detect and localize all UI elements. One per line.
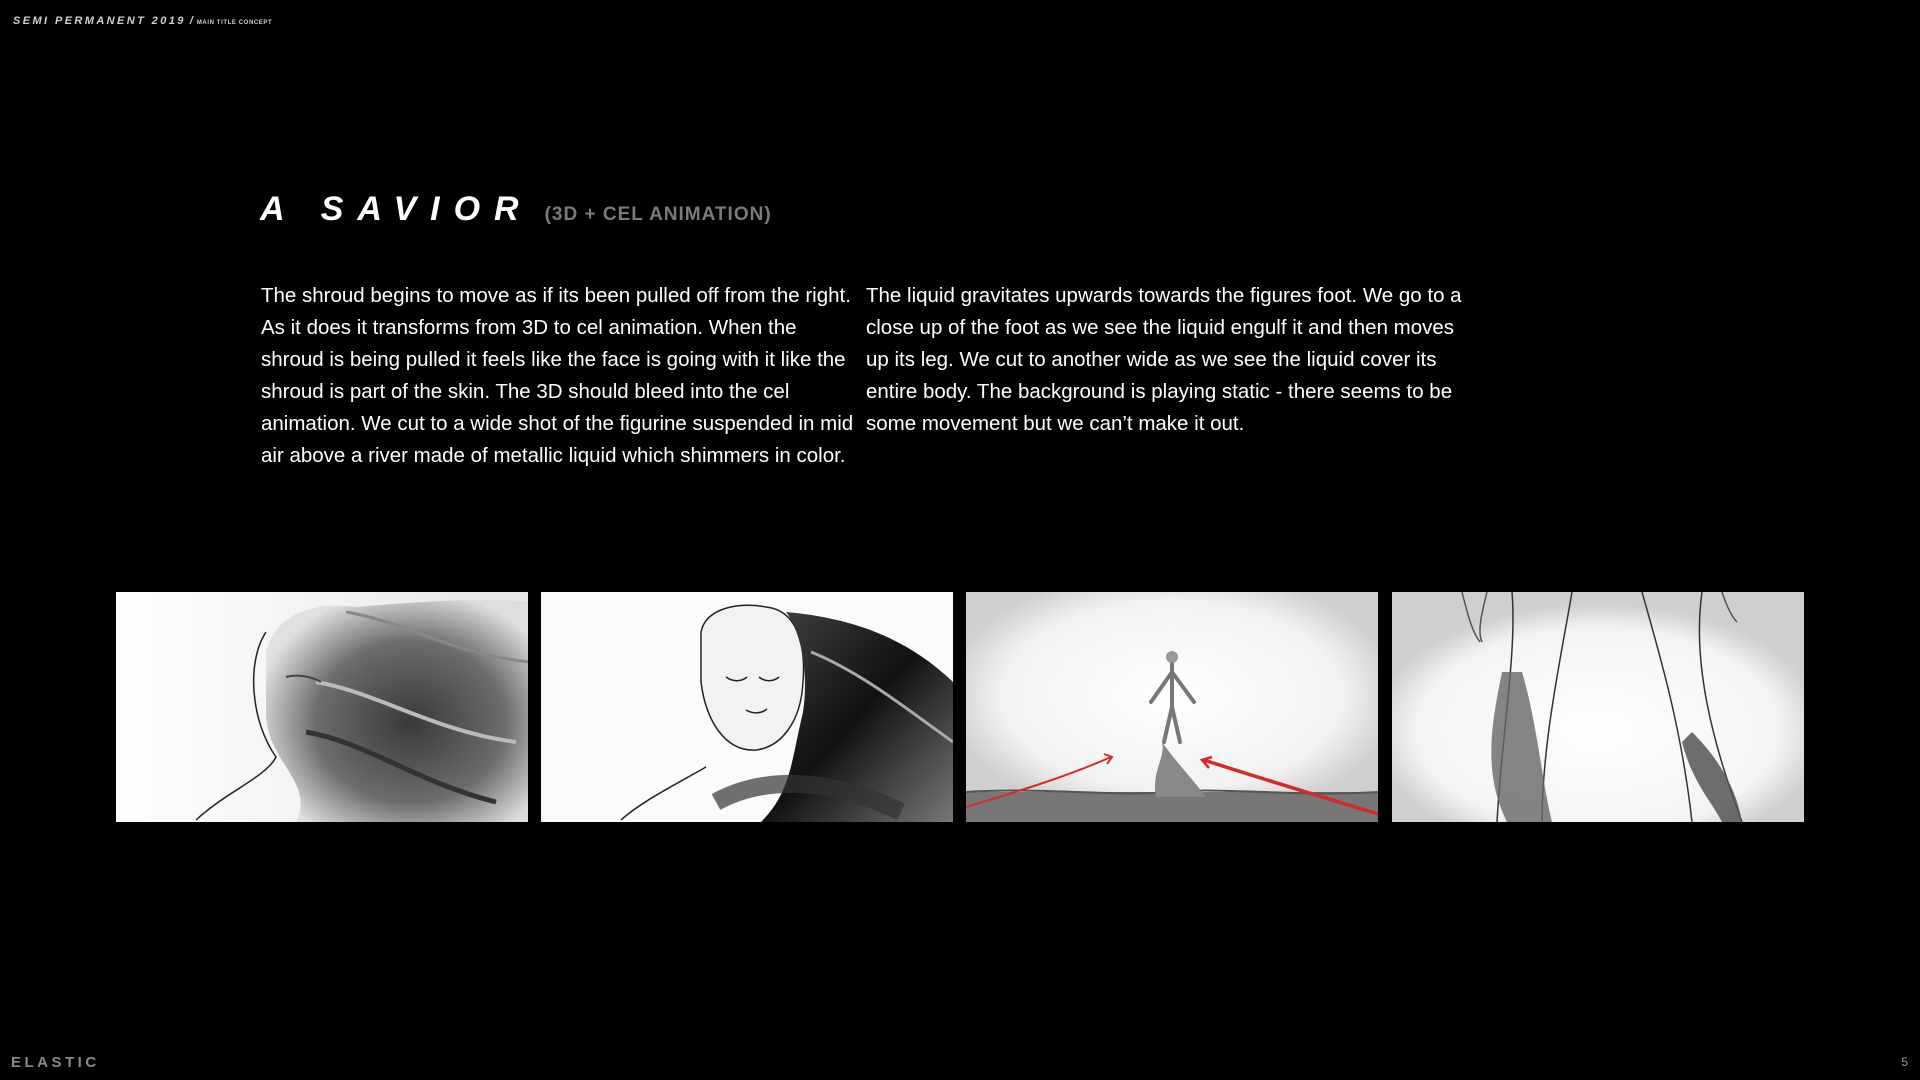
storyboard-sketch-face-revealed: [541, 592, 953, 822]
page-number: 5: [1901, 1055, 1908, 1069]
elastic-logo: ELASTIC: [11, 1054, 100, 1071]
storyboard-sketch-legs-liquid: [1392, 592, 1804, 822]
section-subtitle: (3D + CEL ANIMATION): [544, 204, 772, 225]
storyboard-frame-4: [1392, 592, 1804, 822]
storyboard-frame-2: [541, 592, 953, 822]
section-title: A SAVIOR: [260, 190, 533, 228]
storyboard-sketch-shroud-face: [116, 592, 528, 822]
body-paragraph-right: The liquid gravitates upwards towards the figures foot. We go to a close up of the foot as we see the liquid engulf it and then moves up its leg. We cut to another wide as we see the liquid cover its entire body. The background is playing static - there seems to be some movement but we can’t make it out.: [866, 284, 1462, 435]
header-project-title: SEMI PERMANENT 2019: [13, 15, 186, 27]
header-subtitle: MAIN TITLE CONCEPT: [196, 20, 273, 26]
top-header: [13, 15, 272, 27]
body-paragraph-left: The shroud begins to move as if its been pulled off from the right. As it does it transforms from 3D to cel animation. When the shroud is being pulled it feels like the face is going with it like the shroud is part of the skin. The 3D should bleed into the cel animation. We cut to a wide shot of the figurine suspended in mid air above a river made of metallic liquid which shimmers in color.: [261, 284, 854, 467]
storyboard-frame-3: [966, 592, 1378, 822]
header-separator: /: [189, 15, 193, 27]
storyboard-strip: [116, 592, 1804, 822]
storyboard-sketch-figurine-river: [966, 592, 1378, 822]
storyboard-frame-1: [116, 592, 528, 822]
section-title-row: [260, 190, 772, 229]
